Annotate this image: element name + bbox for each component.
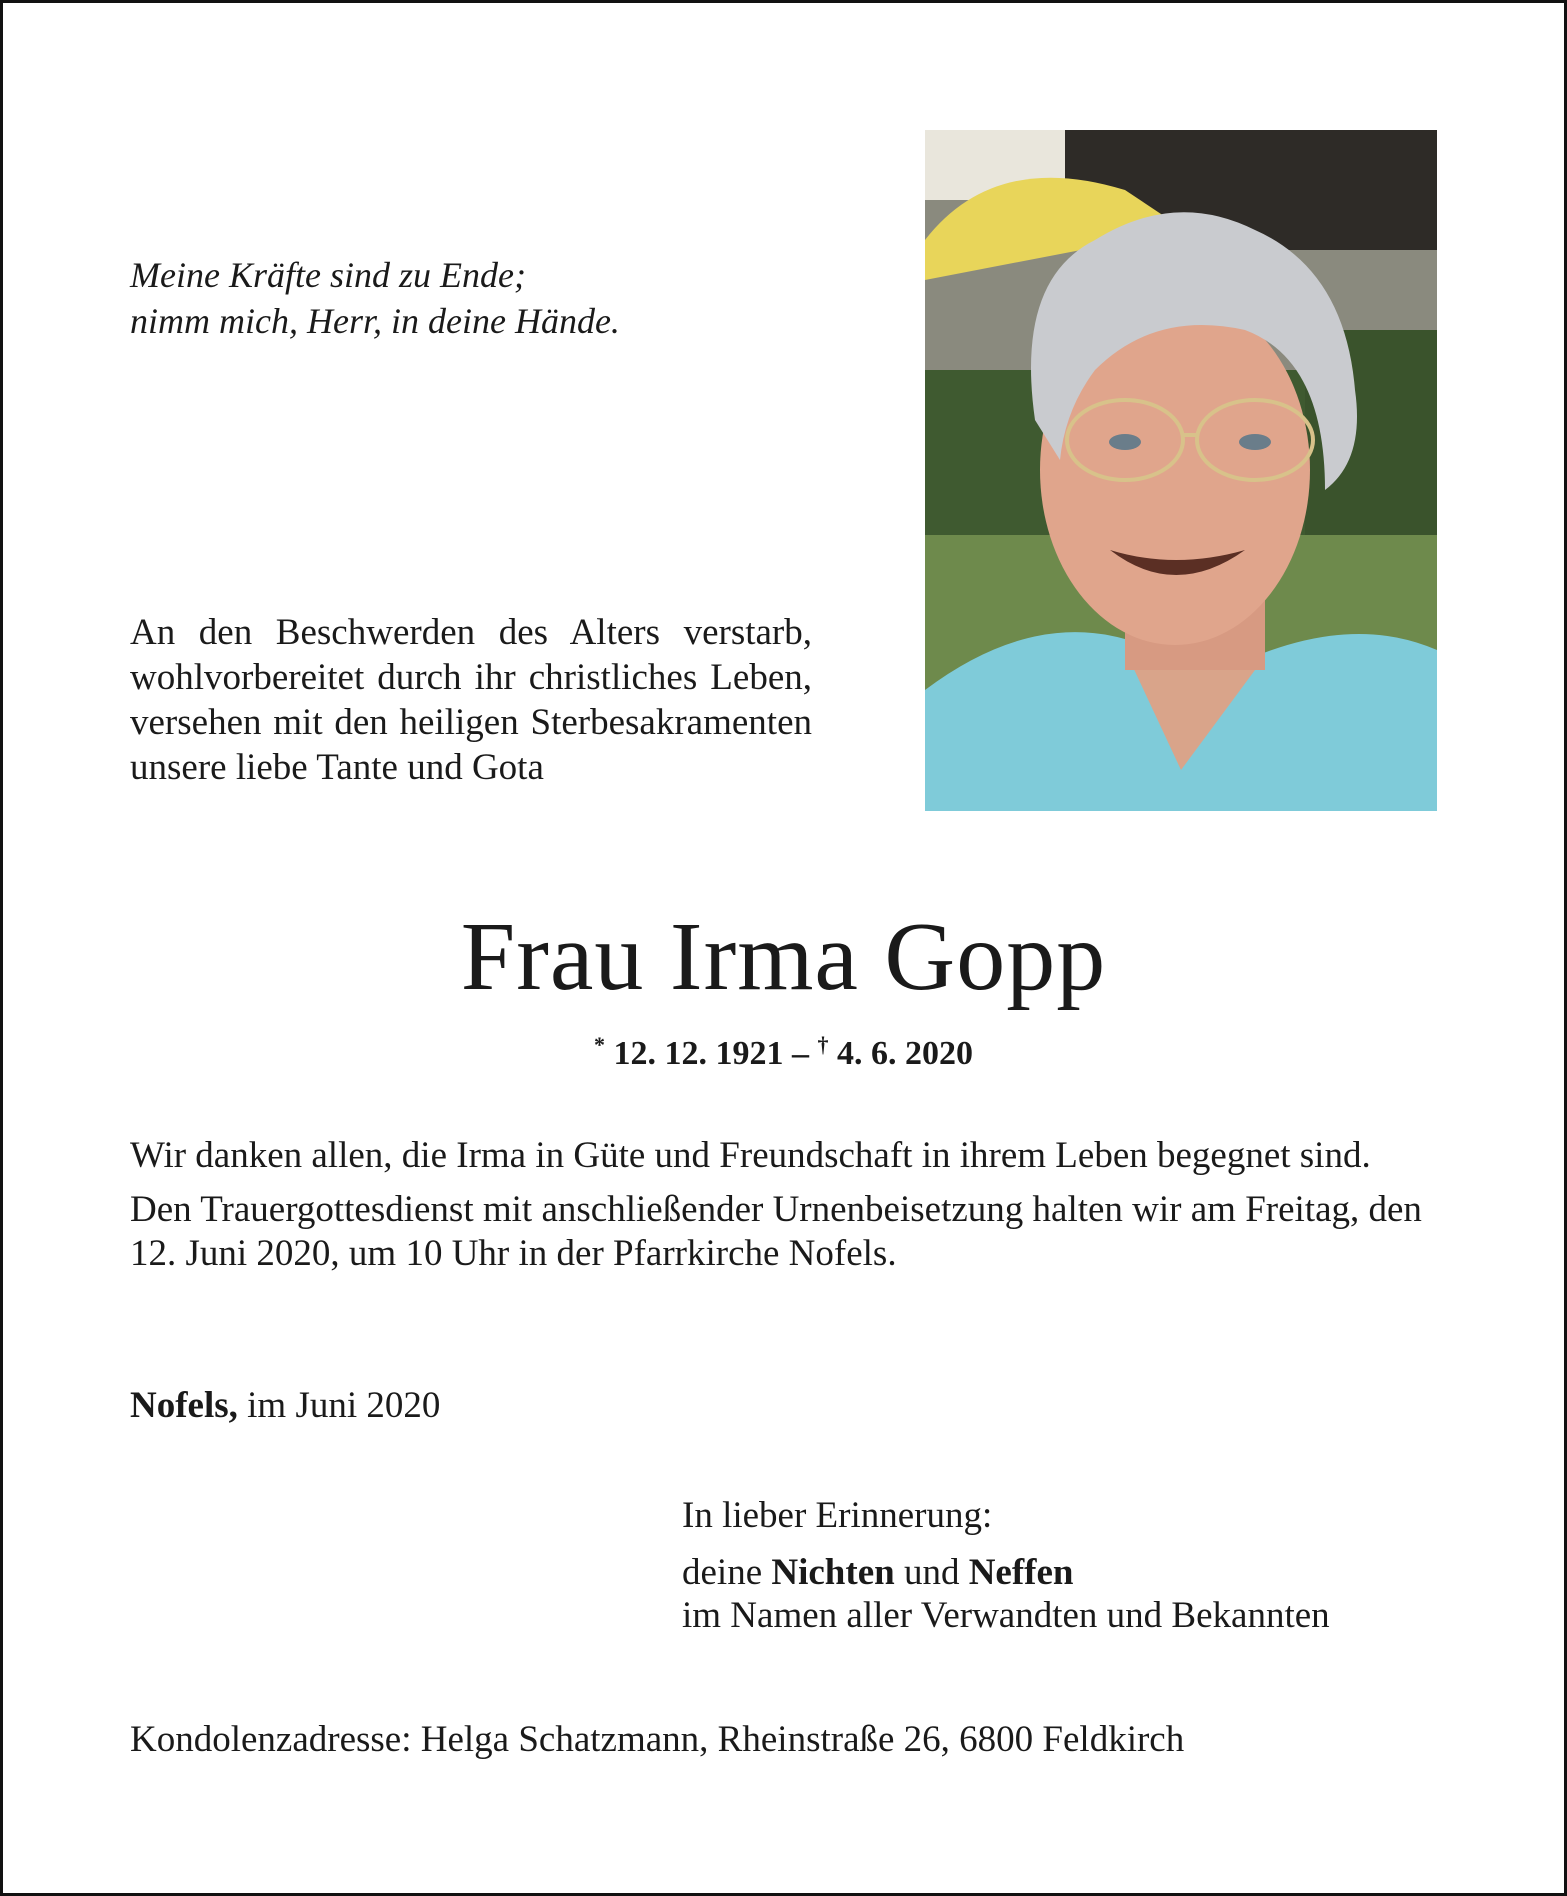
intro-text: An den Beschwerden des Alters verstarb, wohlvorbereitet durch ihr christliches Leben, versehen mit den heiligen Sterbesakramenten unsere liebe Tante und Gota (130, 612, 812, 788)
signoff-nephews: Neffen (968, 1552, 1074, 1593)
date-separator: – (783, 1035, 818, 1072)
birth-date: 12. 12. 1921 (613, 1035, 784, 1072)
motto-verse (130, 252, 620, 344)
death-date: 4. 6. 2020 (837, 1035, 973, 1072)
birth-symbol: * (594, 1032, 605, 1057)
portrait-photo (925, 130, 1437, 811)
signoff-relatives-line: im Namen aller Verwandten und Bekannten (682, 1595, 1330, 1636)
deceased-name: Frau Irma Gopp (460, 903, 1107, 1011)
place-date-line (130, 1384, 440, 1428)
death-symbol: † (817, 1032, 829, 1057)
signoff-block (682, 1494, 1330, 1637)
signoff-family-line (682, 1551, 1330, 1594)
signoff-nieces: Nichten (771, 1552, 895, 1593)
service-paragraph: Den Trauergottesdienst mit anschließender Urnenbeisetzung halten wir am Freitag, den 12. Juni 2020, um 10 Uhr in der Pfarrkirche Nofels. (130, 1189, 1422, 1274)
motto-line-1: Meine Kräfte sind zu Ende; (130, 255, 526, 295)
place-date: im Juni 2020 (237, 1385, 441, 1426)
announcement-body (130, 1134, 1438, 1286)
signoff-heading: In lieber Erinnerung: (682, 1495, 993, 1536)
thanks-paragraph: Wir danken allen, die Irma in Güte und Freundschaft in ihrem Leben begegnet sind. (130, 1135, 1371, 1176)
signoff-prefix: deine (682, 1552, 772, 1593)
signoff-and: und (894, 1552, 969, 1593)
condolence-address: Kondolenzadresse: Helga Schatzmann, Rheinstraße 26, 6800 Feldkirch (130, 1719, 1185, 1760)
place-city: Nofels, (130, 1385, 238, 1426)
life-dates (0, 1023, 1567, 1076)
motto-line-2: nimm mich, Herr, in deine Hände. (130, 301, 620, 341)
